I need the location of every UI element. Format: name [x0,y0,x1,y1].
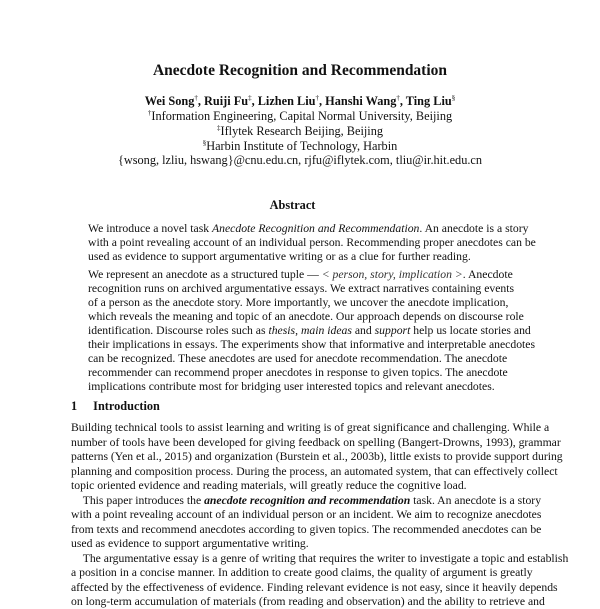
text-span: can be recognized. These anecdotes are used for anecdote recommendation. The anecdote [88,352,508,365]
text-span: from texts and recommend anecdotes according to given topics. The recommended anecdotes can be [71,522,542,536]
emphasized-text: support [374,324,411,337]
affiliation-text: Information Engineering, Capital Normal University, Beijing [151,109,453,123]
text-span: with a point revealing account of an individual person. Recommending proper anecdotes can be [88,236,536,249]
text-span: We represent an anecdote as a structured tuple — [88,268,322,281]
affiliation-1 [0,109,600,124]
text-line [71,537,513,551]
text-line [71,580,558,595]
text-line [88,296,509,310]
emphasized-text: thesis [268,324,296,337]
text-span: topic oriented evidence and reading materials, will greatly reduce the cognitive load. [71,479,467,492]
text-span: used as evidence to support argumentative writing. [71,537,309,550]
author-affiliation-mark: ‡ [248,94,252,102]
text-line [71,479,513,493]
section-title: Introduction [93,399,160,413]
text-line [71,493,542,508]
text-line [88,310,524,324]
abstract-heading: Abstract [269,198,316,212]
text-span: We introduce a novel task [88,222,213,235]
affiliation-text: Harbin Institute of Technology, Harbin [206,139,398,153]
text-span: of a person as the anecdote story. More importantly, we uncover the anecdote implication, [88,296,509,309]
text-line [88,222,529,236]
paper-title: Anecdote Recognition and Recommendation [152,62,448,79]
author-name: Ruiji Fu [204,94,249,108]
text-span: affected by the effectiveness of evidence. Finding relevant evidence is not easy, since it heavily depends [71,580,558,594]
text-line [88,282,515,296]
text-line [88,338,536,352]
text-line [71,522,542,537]
text-line [71,450,563,464]
emphasized-text: anecdote recognition and recommendation [204,493,411,507]
section-number: 1 [71,399,78,413]
text-span: Building technical tools to assist learning and writing is of great significance and challenging. While a [71,421,550,434]
section-heading-introduction [71,399,160,414]
text-span: and [351,324,375,337]
text-span: planning and composition process. During the process, an automated system, that can effectively collect [71,464,558,478]
text-span: , [295,324,301,337]
author-affiliation-mark: † [194,94,198,102]
emphasized-text: Anecdote Recognition and Recommendation [212,222,420,235]
text-line [71,551,569,566]
affiliation-mark: † [147,109,152,117]
text-line [88,236,536,250]
author-name: Hanshi Wang [325,94,397,108]
affiliation-2 [0,124,600,139]
text-span: their implications in essays. The experiments show that informative and interpretable anecdotes [88,338,536,351]
text-line [88,324,531,338]
author-name: Ting Liu [405,94,452,108]
text-span: on long-term accumulation of materials (from reading and observation) and the ability to retrieve and [71,595,545,608]
text-span: number of tools have been developed for giving feedback on spelling (Bangert-Drowns, 1993), grammar [71,435,561,449]
affiliation-mark: § [202,139,207,147]
text-span: with a point revealing account of an individual person or an incident. We aim to recognize anecdotes [71,508,542,521]
text-span: . Anecdote [462,268,513,281]
text-span: implications contribute most for bridging user interested topics and relevant anecdotes. [88,380,495,393]
text-span: patterns (Yen et al., 2015) and organization (Burstein et al., 2003b), little exists to provide support during [71,450,563,463]
author-list: Wei Song†, Ruiji Fu‡, Lizhen Liu†, Hanshi Wang†, Ting Liu§ [144,94,456,108]
text-span: recognition runs on archived argumentative essays. We extract narratives containing events [88,282,515,295]
affiliation-text: Iflytek Research Beijing, Beijing [220,124,384,138]
text-span: task. An anecdote is a story [410,493,542,507]
text-span: a position in a concise manner. In addition to create good claims, the quality of argument is greatly [71,566,533,579]
text-line [88,352,508,366]
author-affiliation-mark: § [451,94,456,102]
text-line [71,566,533,580]
emphasized-text: < person, story, implication > [321,268,463,281]
affiliation-mark: ‡ [216,124,221,132]
text-line [88,380,498,394]
text-line [71,464,558,479]
author-emails: {wsong, lzliu, hswang}@cnu.edu.cn, rjfu@iflytek.com, tliu@ir.hit.edu.cn [117,153,483,167]
text-span: The argumentative essay is a genre of writing that requires the writer to investigate a topic and establish [71,551,569,565]
text-span: . An anecdote is a story [419,222,529,235]
text-span: used as evidence to support argumentative writing or as a clue for further reading. [88,250,471,263]
text-span: This paper introduces the [71,493,205,507]
text-line [88,366,508,380]
text-line [88,250,498,264]
text-span: identification. Discourse roles such as [88,324,269,337]
author-name: Wei Song [144,94,195,108]
text-line [71,421,550,435]
text-line [88,268,513,282]
text-span: help us locate stories and [410,324,531,337]
author-name: Lizhen Liu [257,94,316,108]
author-affiliation-mark: † [315,94,319,102]
text-span: recommender can recommend proper anecdotes in response to given topics. The anecdote [88,366,508,379]
text-span: which reveals the meaning and topic of an anecdote. Our approach depends on discourse role [88,310,524,323]
affiliation-3 [0,139,600,154]
text-line [71,435,561,450]
author-affiliation-mark: † [396,94,400,102]
text-line [71,508,542,522]
emphasized-text: main ideas [300,324,352,337]
text-line [71,595,545,609]
